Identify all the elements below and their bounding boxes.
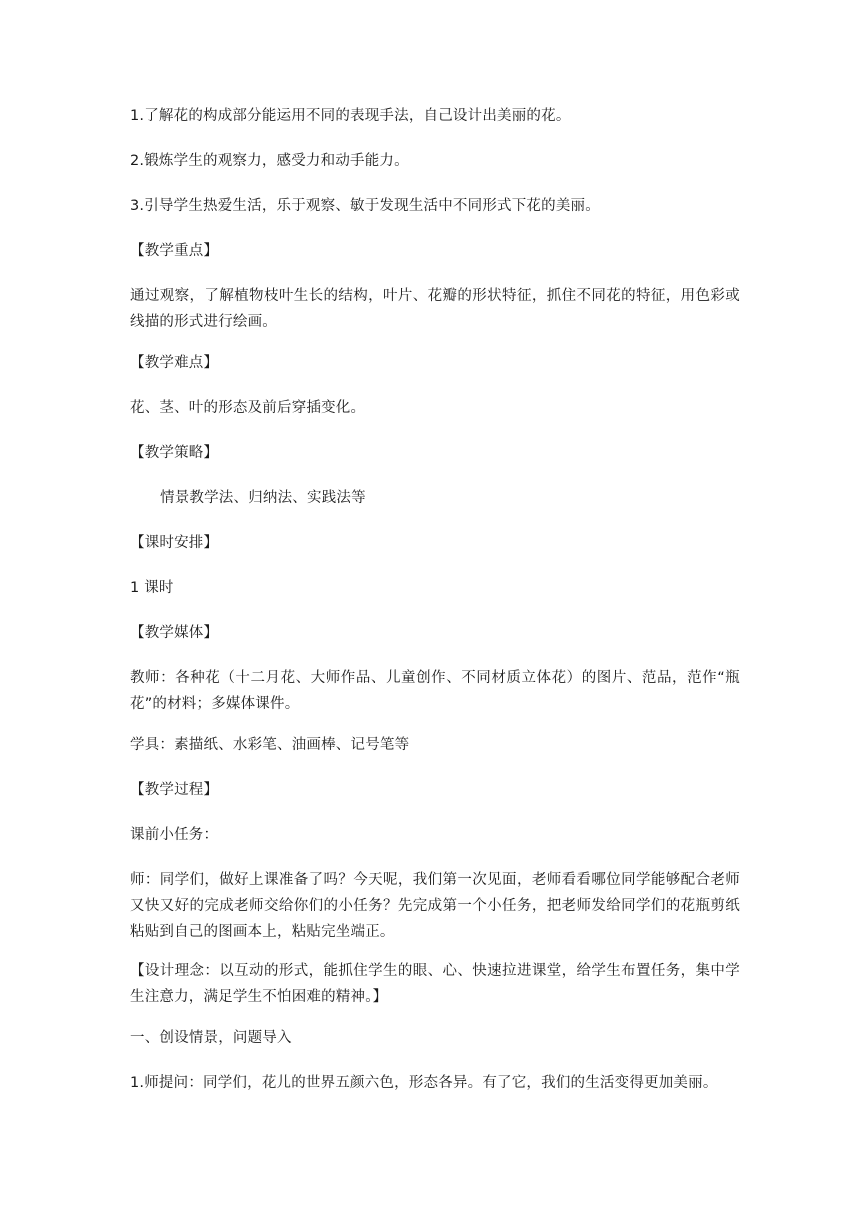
difficulty-text: 花、茎、叶的形态及前后穿插变化。: [130, 400, 366, 416]
teacher-speech: 师：同学们，做好上课准备了吗？今天呢，我们第一次见面，老师看看哪位同学能够配合老师又快又好的完成老师交给你们的小任务？先完成第一个小任务，把老师发给同学们的花瓶剪纸粘贴到自己的图画本上，粘贴完坐端正。: [130, 872, 740, 940]
media-student-text: 学具：素描纸、水彩笔、油画棒、记号笔等: [130, 737, 410, 753]
strategy-text: 情景教学法、归纳法、实践法等: [160, 490, 366, 506]
objective-3: 3.引导学生热爱生活，乐于观察、敏于发现生活中不同形式下花的美丽。: [130, 198, 600, 214]
section-one-title: 一、创设情景，问题导入: [130, 1030, 292, 1046]
schedule-heading: 【课时安排】: [130, 535, 219, 551]
objective-1: 1.了解花的构成部分能运用不同的表现手法，自己设计出美丽的花。: [130, 108, 571, 124]
key-points-text: 通过观察，了解植物枝叶生长的结构，叶片、花瓣的形状特征，抓住不同花的特征，用色彩或线描的形式进行绘画。: [130, 288, 740, 330]
objective-2: 2.锻炼学生的观察力，感受力和动手能力。: [130, 153, 409, 169]
media-teacher-text: 教师：各种花（十二月花、大师作品、儿童创作、不同材质立体花）的图片、范品，范作“瓶花”的材料；多媒体课件。: [130, 670, 740, 712]
difficulty-heading: 【教学难点】: [130, 355, 219, 371]
pre-task-label: 课前小任务：: [130, 827, 219, 843]
process-heading: 【教学过程】: [130, 782, 219, 798]
media-heading: 【教学媒体】: [130, 625, 219, 641]
schedule-text: 1 课时: [130, 580, 174, 596]
strategy-heading: 【教学策略】: [130, 445, 219, 461]
key-points-heading: 【教学重点】: [130, 243, 219, 259]
design-concept: 【设计理念：以互动的形式，能抓住学生的眼、心、快速拉进课堂，给学生布置任务，集中学生注意力，满足学生不怕困难的精神。】: [130, 963, 740, 1005]
section-one-item: 1.师提问：同学们，花儿的世界五颜六色，形态各异。有了它，我们的生活变得更加美丽。: [130, 1075, 718, 1091]
